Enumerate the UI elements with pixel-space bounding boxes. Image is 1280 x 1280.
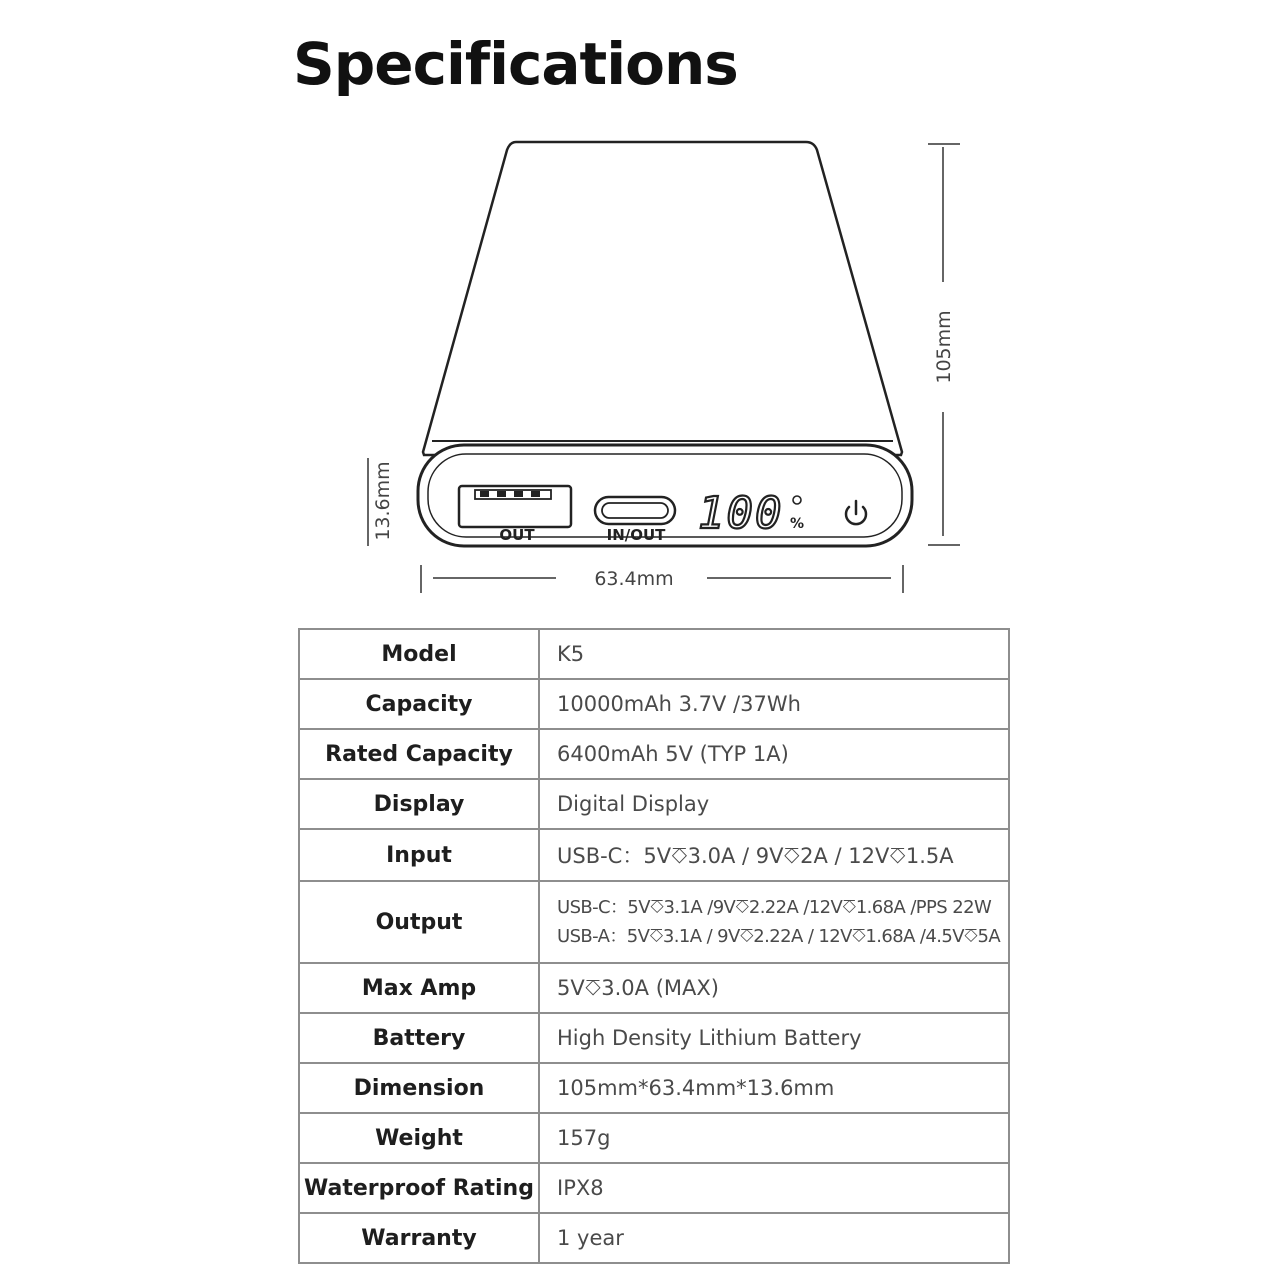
spec-value-line: 157g [557,1126,611,1150]
spec-row [299,679,1009,729]
spec-value [539,881,1009,963]
spec-row [299,729,1009,779]
spec-value-line: 5V⎏3.0A (MAX) [557,975,719,1000]
spec-key: Output [299,881,539,963]
usb-a-label: OUT [499,526,535,544]
spec-value [539,963,1009,1013]
power-bank-body [423,142,902,455]
height-label: 105mm [933,310,955,384]
spec-row [299,881,1009,963]
spec-key: Input [299,829,539,881]
spec-value-line: K5 [557,642,585,666]
spec-value-line: 1 year [557,1226,624,1250]
spec-key: Display [299,779,539,829]
spec-key: Rated Capacity [299,729,539,779]
spec-key: Model [299,629,539,679]
spec-value [539,629,1009,679]
spec-row [299,1013,1009,1063]
spec-value [539,1113,1009,1163]
spec-key: Weight [299,1113,539,1163]
spec-key: Dimension [299,1063,539,1113]
spec-value-line: USB-C：5V⎏3.0A / 9V⎏2A / 12V⎏1.5A [557,844,954,868]
battery-display-digits: 100 [698,488,784,539]
spec-value-line: USB-A：5V⎏3.1A / 9V⎏2.22A / 12V⎏1.68A /4.5V⎏5A [557,926,1001,947]
spec-value-line: IPX8 [557,1176,604,1200]
spec-value [539,779,1009,829]
spec-value [539,1163,1009,1213]
spec-row [299,1063,1009,1113]
spec-value-line: USB-C：5V⎏3.1A /9V⎏2.22A /12V⎏1.68A /PPS 22W [557,897,992,918]
spec-value-line: 10000mAh 3.7V /37Wh [557,692,801,716]
spec-row [299,629,1009,679]
spec-value [539,1213,1009,1263]
spec-row [299,963,1009,1013]
width-label: 63.4mm [594,568,674,590]
spec-value [539,729,1009,779]
spec-key: Warranty [299,1213,539,1263]
spec-value-line: 6400mAh 5V (TYP 1A) [557,742,789,766]
spec-value [539,1063,1009,1113]
spec-key: Capacity [299,679,539,729]
spec-value [539,679,1009,729]
spec-value-line: 105mm*63.4mm*13.6mm [557,1076,835,1100]
power-bank-diagram [0,0,1280,620]
thickness-label: 13.6mm [372,461,394,541]
battery-display-unit: % [790,516,805,532]
spec-value [539,1013,1009,1063]
spec-row [299,779,1009,829]
spec-row [299,829,1009,881]
specifications-table [298,628,1010,1264]
spec-row [299,1113,1009,1163]
spec-key: Max Amp [299,963,539,1013]
height-dimension [928,144,960,545]
thickness-dimension [368,458,394,546]
spec-value-line: High Density Lithium Battery [557,1026,862,1050]
spec-row [299,1213,1009,1263]
page-title: Specifications [293,30,738,98]
usb-c-label: IN/OUT [606,526,666,544]
spec-value [539,829,1009,881]
spec-row [299,1163,1009,1213]
spec-value-line: Digital Display [557,792,710,816]
spec-key: Battery [299,1013,539,1063]
spec-key: Waterproof Rating [299,1163,539,1213]
width-dimension [421,565,903,593]
